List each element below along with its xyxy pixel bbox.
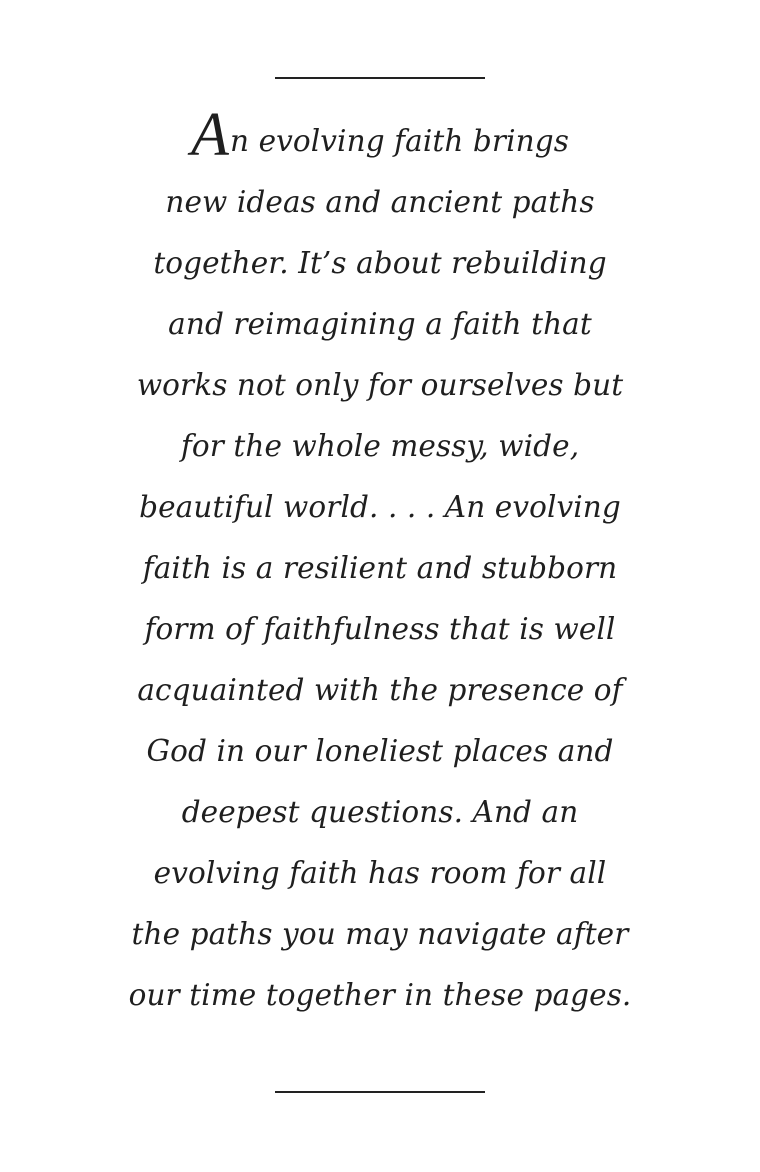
quote-line: God in our loneliest places and	[146, 734, 614, 768]
quote-line: evolving faith has room for all	[153, 856, 607, 890]
quote-line: new ideas and ancient paths	[165, 185, 595, 219]
quote-line-text: n evolving faith brings	[230, 124, 569, 158]
quote-line: deepest questions. And an	[181, 795, 579, 829]
drop-cap: A	[191, 101, 229, 169]
quote-line: for the whole messy, wide,	[180, 429, 580, 463]
quote-line: acquainted with the presence of	[137, 673, 623, 707]
quote-line	[60, 101, 700, 172]
quote-line: faith is a resilient and stubborn	[142, 551, 618, 585]
quote-line: beautiful world. . . . An evolving	[139, 490, 621, 524]
top-divider-rule	[275, 77, 485, 79]
quote-line: works not only for ourselves but	[136, 368, 624, 402]
quote-line: our time together in these pages.	[128, 978, 632, 1012]
quote-line: form of faithfulness that is well	[144, 612, 616, 646]
quote-line: together. It’s about rebuilding	[153, 246, 607, 280]
quote-line: and reimagining a faith that	[168, 307, 592, 341]
quote-block	[60, 101, 700, 1026]
bottom-divider-rule	[275, 1091, 485, 1093]
quote-line: the paths you may navigate after	[131, 917, 629, 951]
